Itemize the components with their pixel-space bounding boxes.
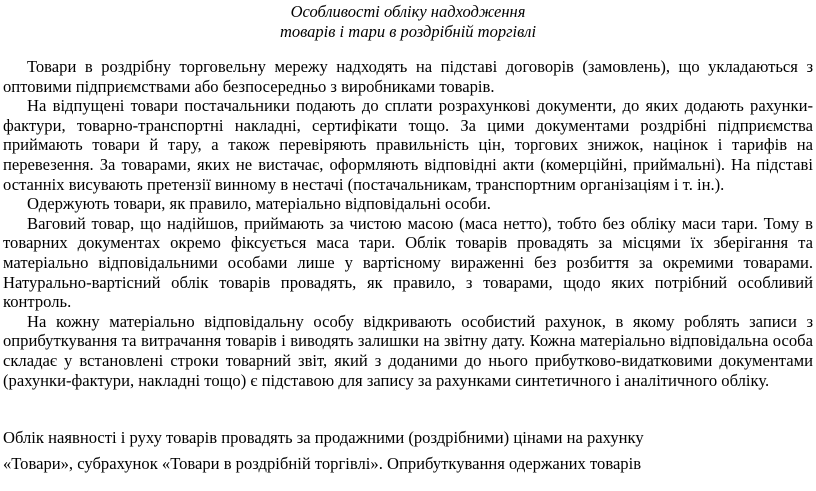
paragraph-receipt-basis: Товари в роздрібну торговельну мережу надходять на підставі договорів (замовлень), що укладаються з оптовими підприємствами або безпосередньо з виробниками товарів. — [3, 57, 813, 96]
paragraph-weight-goods: Ваговий товар, що надійшов, приймають за чистою масою (маса нетто), тобто без обліку маси тари. Тому в товарних документах окремо фіксується маса тари. Облік товарів провадять за місцями їх зберігання та матеріально відповідальними особами лише у вартісному вираженні без розбиття за окремими товарами. Натурально-вартісний облік товарів провадять, як правило, з товарами, щодо яких потрібний особливий контроль. — [3, 213, 813, 312]
paragraph-responsible-persons: Одержують товари, як правило, матеріально відповідальні особи. — [27, 194, 491, 214]
paragraph-personal-account: На кожну матеріально відповідальну особу відкривають особистий рахунок, в якому роблять записи з оприбуткування та витрачання товарів і виводять залишки на звітну дату. Кожна матеріально відповідальна особа складає у встановлені строки товарний звіт, який з доданими до нього прибутково-видатковими документами (рахунки-фактури, накладні тощо) є підставою для запису за рахунками синтетичного і аналітичного обліку. — [3, 311, 813, 390]
accounting-line-2: «Товари», субрахунок «Товари в роздрібній торгівлі». Оприбуткування одержаних товарів — [3, 454, 642, 473]
document-title-line-2: товарів і тари в роздрібній торгівлі — [279, 22, 537, 41]
accounting-line-1: Облік наявності і руху товарів провадять за продажними (роздрібними) цінами на рахунку — [3, 428, 644, 447]
document-title-line-1: Особливості обліку надходження — [290, 2, 526, 21]
document-body — [3, 57, 813, 390]
paragraph-settlement-documents: На відпущені товари постачальники подають до сплати розрахункові документи, до яких додають рахунки-фактури, товарно-транспортні накладні, сертифікати тощо. За цими документами роздрібні підприємства приймають товари й тару, а також перевіряють правильність цін, торгових знижок, націнок і тарифів на перевезення. За товарами, яких не вистачає, оформляють відповідні акти (комерційні, приймальні). На підставі останніх висувають претензії винному в нестачі (постачальникам, транспортним організаціям і т. ін.). — [3, 96, 813, 194]
